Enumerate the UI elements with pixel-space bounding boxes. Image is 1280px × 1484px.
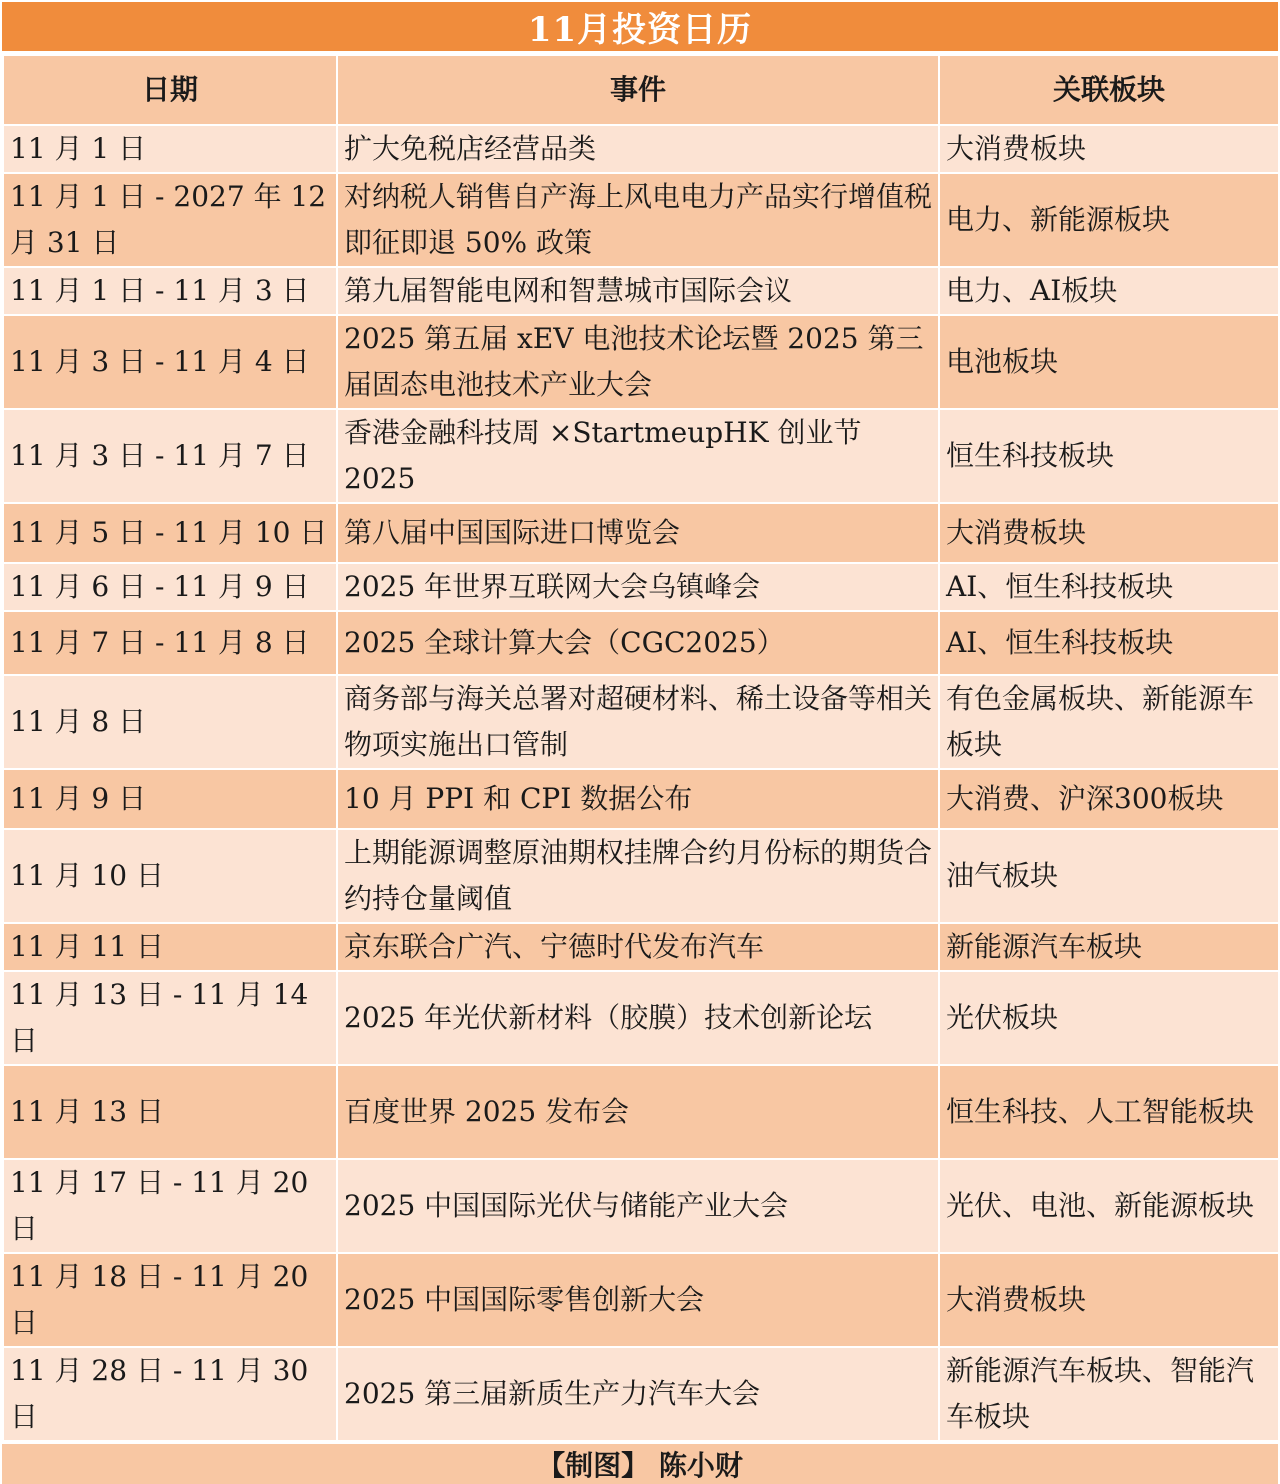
row-date: 11 月 10 日 <box>3 829 337 923</box>
row-sector: 新能源汽车板块 <box>939 923 1279 971</box>
row-sector: 大消费板块 <box>939 125 1279 173</box>
row-sector: 有色金属板块、新能源车板块 <box>939 675 1279 769</box>
table-row <box>3 923 1279 971</box>
row-sector: 油气板块 <box>939 829 1279 923</box>
row-event: 对纳税人销售自产海上风电电力产品实行增值税即征即退 50% 政策 <box>337 173 939 267</box>
table-row <box>3 1065 1279 1159</box>
row-event: 2025 第三届新质生产力汽车大会 <box>337 1347 939 1441</box>
row-date: 11 月 9 日 <box>3 769 337 829</box>
table-row <box>3 829 1279 923</box>
row-event: 2025 年世界互联网大会乌镇峰会 <box>337 563 939 611</box>
row-date: 11 月 3 日 - 11 月 4 日 <box>3 315 337 409</box>
row-date: 11 月 28 日 - 11 月 30 日 <box>3 1347 337 1441</box>
row-date: 11 月 13 日 <box>3 1065 337 1159</box>
row-event: 扩大免税店经营品类 <box>337 125 939 173</box>
row-event: 上期能源调整原油期权挂牌合约月份标的期货合约持仓量阈值 <box>337 829 939 923</box>
table-row <box>3 1347 1279 1441</box>
row-sector: 光伏板块 <box>939 971 1279 1065</box>
row-sector: 大消费板块 <box>939 503 1279 563</box>
row-date: 11 月 8 日 <box>3 675 337 769</box>
row-event: 香港金融科技周 ×StartmeupHK 创业节 2025 <box>337 409 939 503</box>
row-sector: 电力、AI板块 <box>939 267 1279 315</box>
row-sector: 恒生科技、人工智能板块 <box>939 1065 1279 1159</box>
table-row <box>3 611 1279 675</box>
row-sector: 新能源汽车板块、智能汽车板块 <box>939 1347 1279 1441</box>
header-date: 日期 <box>3 55 337 125</box>
row-date: 11 月 3 日 - 11 月 7 日 <box>3 409 337 503</box>
row-event: 第九届智能电网和智慧城市国际会议 <box>337 267 939 315</box>
row-event: 百度世界 2025 发布会 <box>337 1065 939 1159</box>
table-row <box>3 409 1279 503</box>
row-sector: 恒生科技板块 <box>939 409 1279 503</box>
row-sector: AI、恒生科技板块 <box>939 611 1279 675</box>
row-sector: 光伏、电池、新能源板块 <box>939 1159 1279 1253</box>
row-event: 商务部与海关总署对超硬材料、稀土设备等相关物项实施出口管制 <box>337 675 939 769</box>
row-date: 11 月 17 日 - 11 月 20 日 <box>3 1159 337 1253</box>
header-sector: 关联板块 <box>939 55 1279 125</box>
investment-calendar <box>2 2 1278 1482</box>
table-row <box>3 267 1279 315</box>
table-row <box>3 315 1279 409</box>
page-title: 11月投资日历 <box>2 2 1278 54</box>
table-row <box>3 1253 1279 1347</box>
table-row <box>3 769 1279 829</box>
row-date: 11 月 18 日 - 11 月 20 日 <box>3 1253 337 1347</box>
row-sector: 电力、新能源板块 <box>939 173 1279 267</box>
row-sector: 大消费板块 <box>939 1253 1279 1347</box>
row-event: 2025 中国国际零售创新大会 <box>337 1253 939 1347</box>
row-date: 11 月 11 日 <box>3 923 337 971</box>
row-date: 11 月 13 日 - 11 月 14 日 <box>3 971 337 1065</box>
row-sector: 电池板块 <box>939 315 1279 409</box>
table-row <box>3 503 1279 563</box>
row-date: 11 月 5 日 - 11 月 10 日 <box>3 503 337 563</box>
row-date: 11 月 6 日 - 11 月 9 日 <box>3 563 337 611</box>
row-event: 2025 全球计算大会（CGC2025） <box>337 611 939 675</box>
row-event: 2025 第五届 xEV 电池技术论坛暨 2025 第三届固态电池技术产业大会 <box>337 315 939 409</box>
table-row <box>3 971 1279 1065</box>
table-header-row <box>3 55 1279 125</box>
row-event: 2025 年光伏新材料（胶膜）技术创新论坛 <box>337 971 939 1065</box>
row-date: 11 月 1 日 - 11 月 3 日 <box>3 267 337 315</box>
calendar-table <box>2 54 1280 1442</box>
table-row <box>3 563 1279 611</box>
row-event: 10 月 PPI 和 CPI 数据公布 <box>337 769 939 829</box>
row-sector: AI、恒生科技板块 <box>939 563 1279 611</box>
footer-credit: 【制图】 陈小财 <box>2 1442 1278 1484</box>
row-sector: 大消费、沪深300板块 <box>939 769 1279 829</box>
row-event: 京东联合广汽、宁德时代发布汽车 <box>337 923 939 971</box>
row-date: 11 月 7 日 - 11 月 8 日 <box>3 611 337 675</box>
row-date: 11 月 1 日 - 2027 年 12 月 31 日 <box>3 173 337 267</box>
table-row <box>3 675 1279 769</box>
row-date: 11 月 1 日 <box>3 125 337 173</box>
table-row <box>3 125 1279 173</box>
header-event: 事件 <box>337 55 939 125</box>
table-row <box>3 173 1279 267</box>
row-event: 2025 中国国际光伏与储能产业大会 <box>337 1159 939 1253</box>
table-row <box>3 1159 1279 1253</box>
row-event: 第八届中国国际进口博览会 <box>337 503 939 563</box>
